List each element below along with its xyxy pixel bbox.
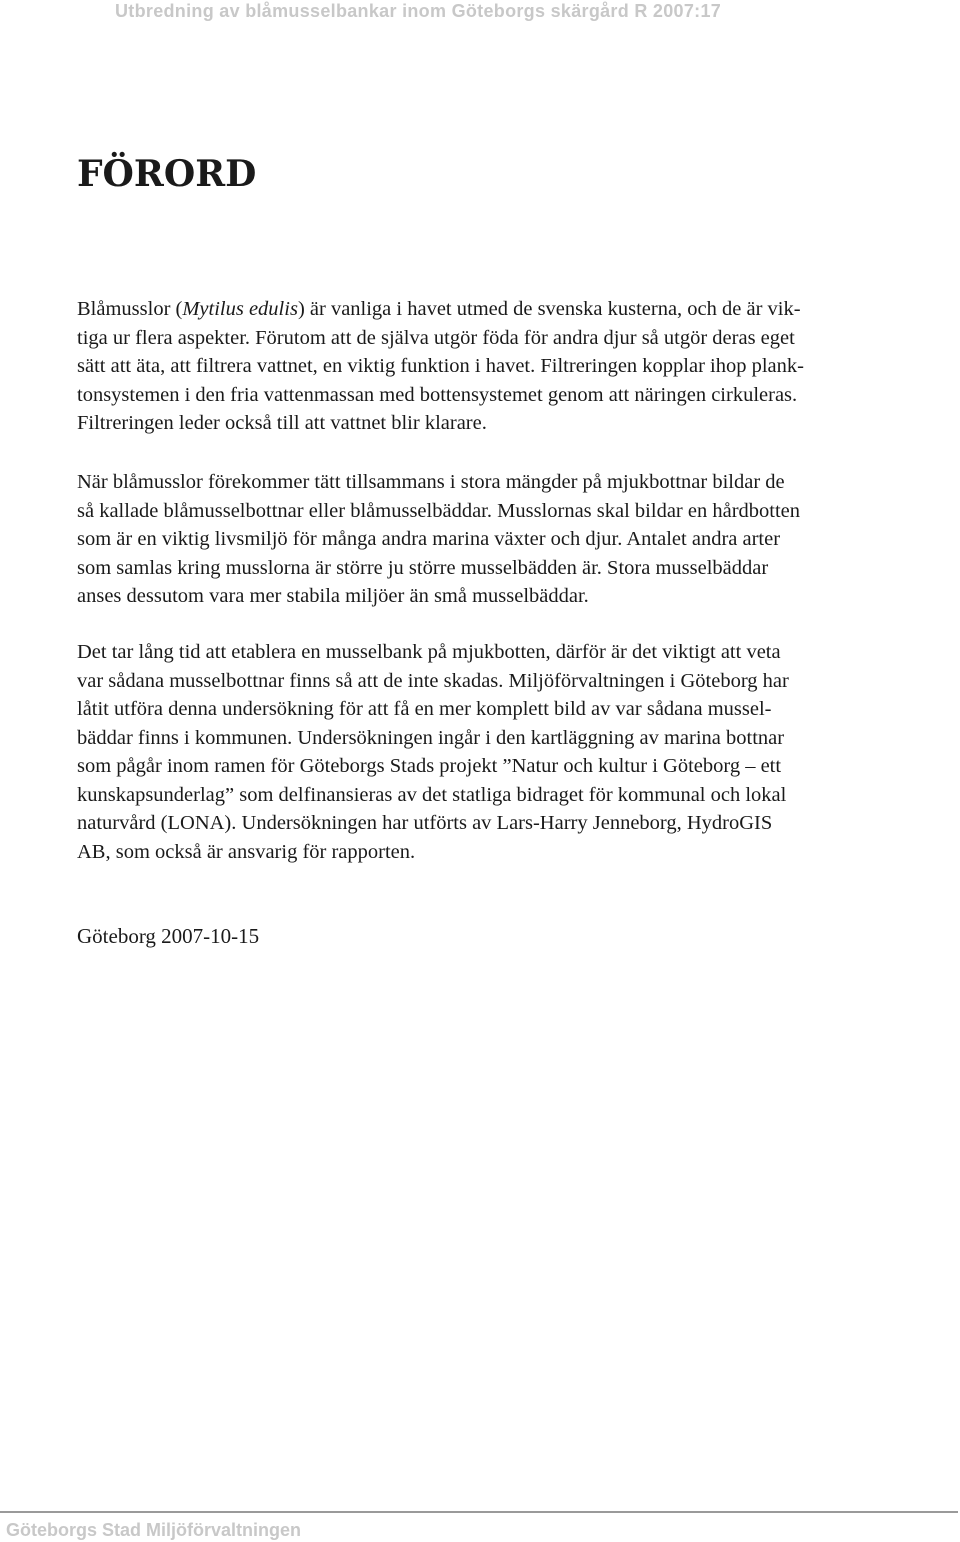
paragraph-line: var sådana musselbottnar finns så att de inte skadas. Miljöförvaltningen i Göteborg har <box>77 669 789 692</box>
text-run: ) är vanliga i havet utmed de svenska kusterna, och de är vik- <box>297 298 801 320</box>
paragraph-line: tonsystemen i den fria vattenmassan med bottensystemet genom att näringen cirkuleras. <box>77 383 798 406</box>
paragraph-line: som samlas kring musslorna är större ju större musselbädden är. Stora musselbäddar <box>77 556 769 579</box>
paragraph-line: tiga ur flera aspekter. Förutom att de själva utgör föda för andra djur så utgör deras eget <box>77 326 795 349</box>
signoff-date: Göteborg 2007-10-15 <box>77 924 260 948</box>
footer-organization: Göteborgs Stad Miljöförvaltningen <box>6 1520 302 1540</box>
paragraph-line <box>77 295 917 324</box>
paragraph-line: som är en viktig livsmiljö för många andra marina växter och djur. Antalet andra arter <box>77 528 781 550</box>
text-run: Blåmusslor ( <box>77 298 183 320</box>
paragraph-line: Det tar lång tid att etablera en musselbank på mjukbotten, därför är det viktigt att veta <box>77 641 781 663</box>
paragraph-3 <box>77 638 917 866</box>
paragraph-line: låtit utföra denna undersökning för att få en mer komplett bild av var sådana mussel- <box>77 698 772 720</box>
paragraph-1 <box>77 295 917 438</box>
paragraph-line: AB, som också är ansvarig för rapporten. <box>77 840 416 863</box>
paragraph-line: naturvård (LONA). Undersökningen har utförts av Lars-Harry Jenneborg, HydroGIS <box>77 812 773 834</box>
paragraph-line: Filtreringen leder också till att vattnet blir klarare. <box>77 412 487 434</box>
paragraph-line: När blåmusslor förekommer tätt tillsammans i stora mängder på mjukbottnar bildar de <box>77 471 785 493</box>
paragraph-line: bäddar finns i kommunen. Undersökningen ingår i den kartläggning av marina bottnar <box>77 726 785 749</box>
paragraph-line: kunskapsunderlag” som delfinansieras av det statliga bidraget för kommunal och lokal <box>77 783 787 806</box>
paragraph-2 <box>77 468 917 611</box>
footer-divider <box>0 1511 958 1513</box>
paragraph-line: sätt att äta, att filtrera vattnet, en viktig funktion i havet. Filtreringen kopplar ihop plank- <box>77 355 804 377</box>
running-header: Utbredning av blåmusselbankar inom Göteborgs skärgård R 2007:17 <box>115 1 722 21</box>
paragraph-line: anses dessutom vara mer stabila miljöer än små musselbäddar. <box>77 585 589 607</box>
page-title: FÖRORD <box>77 153 257 195</box>
paragraph-line: så kallade blåmusselbottnar eller blåmusselbäddar. Musslornas skal bildar en hårdbotten <box>77 499 801 522</box>
species-name-italic: Mytilus edulis <box>182 298 298 320</box>
paragraph-line: som pågår inom ramen för Göteborgs Stads projekt ”Natur och kultur i Göteborg – ett <box>77 755 782 777</box>
